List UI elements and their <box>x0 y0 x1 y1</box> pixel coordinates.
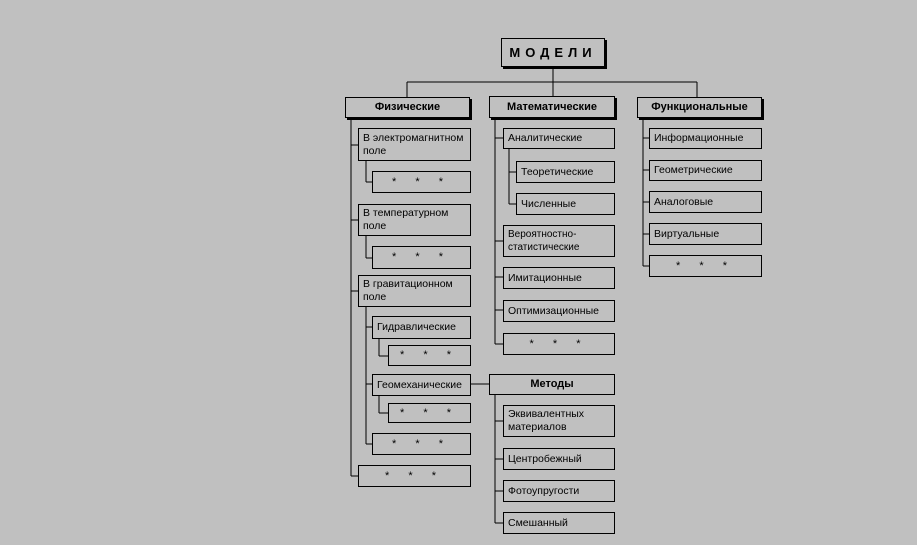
category-functional: Функциональные <box>637 97 762 118</box>
node-temp-more: * * * <box>372 246 471 269</box>
node-centrifugal: Центробежный <box>503 448 615 470</box>
node-photoelastic: Фотоупругости <box>503 480 615 502</box>
node-geometric: Геометрические <box>649 160 762 181</box>
node-numerical: Численные <box>516 193 615 215</box>
node-mixed: Смешанный <box>503 512 615 534</box>
node-virtual: Виртуальные <box>649 223 762 245</box>
node-em-more: * * * <box>372 171 471 193</box>
node-equivalent-materials: Эквивалентных материалов <box>503 405 615 437</box>
node-analog: Аналоговые <box>649 191 762 213</box>
category-physical: Физические <box>345 97 470 118</box>
node-em-field: В электромагнитном поле <box>358 128 471 161</box>
node-grav-field: В гравитационном поле <box>358 275 471 307</box>
node-theoretical: Теоретические <box>516 161 615 183</box>
node-informational: Информационные <box>649 128 762 149</box>
node-optimization: Оптимизационные <box>503 300 615 322</box>
node-temp-field: В температурном поле <box>358 204 471 236</box>
node-physical-more: * * * <box>358 465 471 487</box>
node-grav-more: * * * <box>372 433 471 455</box>
node-probabilistic: Вероятностно-статистические <box>503 225 615 257</box>
node-methods: Методы <box>489 374 615 395</box>
category-mathematical: Математические <box>489 96 615 118</box>
node-hydraulic-more: * * * <box>388 345 471 366</box>
node-geomechanical: Геомеханические <box>372 374 471 396</box>
root-node: МОДЕЛИ <box>501 38 605 67</box>
node-analytical: Аналитические <box>503 128 615 149</box>
node-hydraulic: Гидравлические <box>372 316 471 339</box>
node-geomech-more: * * * <box>388 403 471 423</box>
node-imitation: Имитационные <box>503 267 615 289</box>
node-functional-more: * * * <box>649 255 762 277</box>
node-math-more: * * * <box>503 333 615 355</box>
